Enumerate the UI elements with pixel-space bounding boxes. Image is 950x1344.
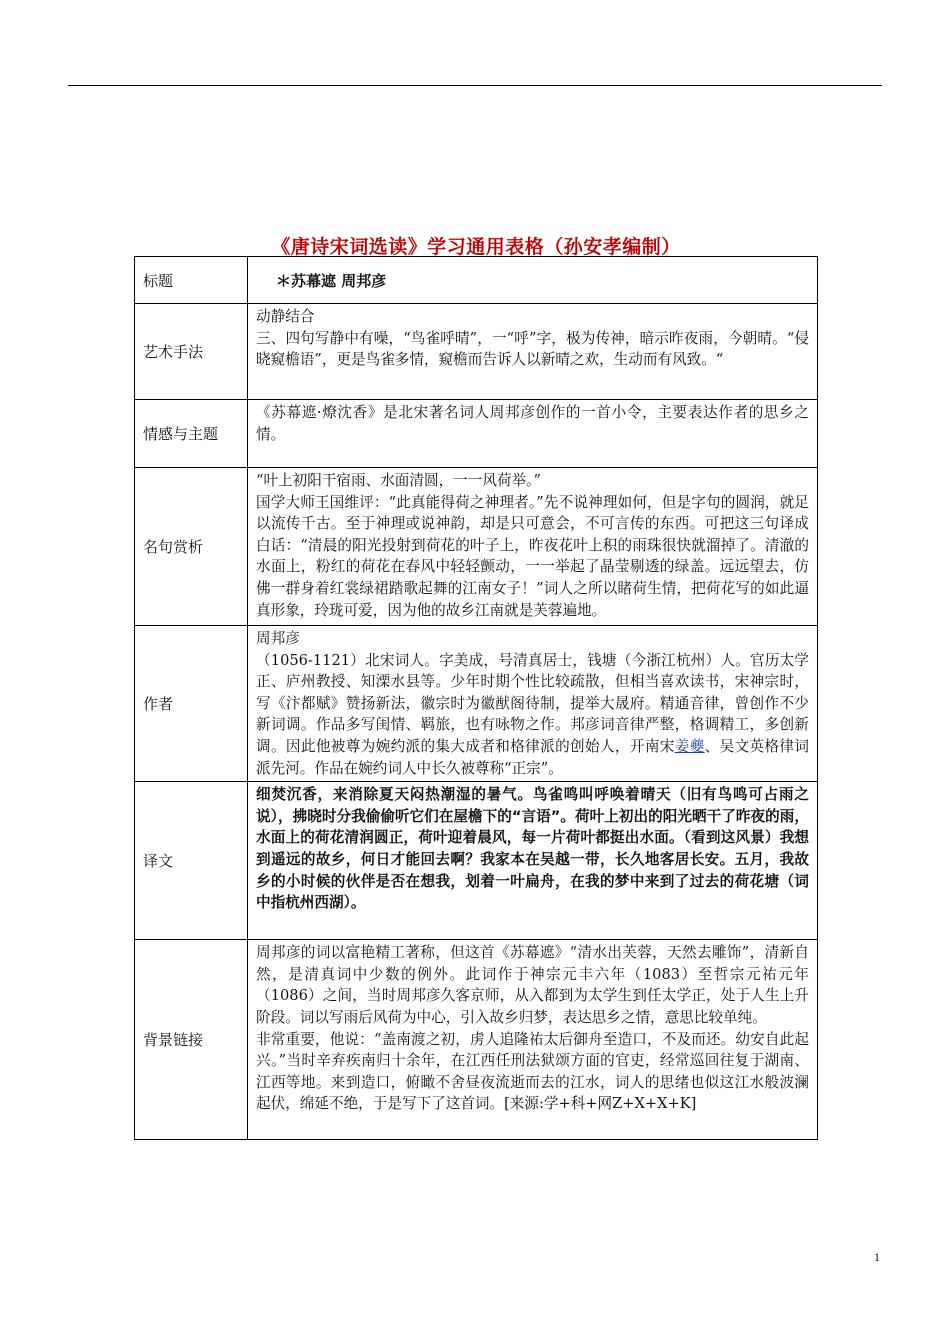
background-line: 周邦彦的词以富艳精工著称，但这首《苏幕遮》“清水出芙蓉，天然去雕饰”，清新自然，是清真词中少数的例外。此词作于神宗元丰六年（1083）至哲宗元祐元年（1086）之间，当时周邦彦久客京师，从入都到为太学生到任太学正，处于人生上升阶段。词以写雨后风荷为中心，引入故乡归梦，表达思乡之情，意思比较单纯。 bbox=[256, 944, 809, 1026]
quote-line: 国学大师王国维评：“此真能得荷之神理者。”先不说神理如何，但是字句的圆润，就足以流传千古。至于神理或说神韵，却是只可意会，不可言传的东西。可把这三句译成白话：“清晨的阳光投射到荷花的叶子上，昨夜花叶上积的雨珠很快就溜掉了。清澈的水面上，粉红的荷花在春风中轻轻颤动，一一举起了晶莹剔透的绿盖。远远望去，仿佛一群身着红裳绿裙踏歌起舞的江南女子！”词人之所以睹荷生情，把荷花写的如此逼真形象，玲珑可爱，因为他的故乡江南就是芙蓉遍地。 bbox=[256, 493, 809, 619]
study-table bbox=[134, 256, 818, 1140]
label-theme: 情感与主题 bbox=[135, 400, 248, 468]
label-background: 背景链接 bbox=[135, 940, 248, 1140]
row-technique bbox=[135, 304, 818, 400]
label-quote: 名句赏析 bbox=[135, 468, 248, 626]
row-background bbox=[135, 940, 818, 1140]
technique-line: 动静结合 bbox=[256, 308, 315, 325]
technique-line: 三、四句写静中有噪，“鸟雀呼晴”，一“呼”字，极为传神，暗示昨夜雨，今朝晴。“侵晓窥檐语”，更是鸟雀多情，窥檐而告诉人以新晴之欢，生动而有风致。“ bbox=[256, 329, 809, 369]
row-translation bbox=[135, 782, 818, 940]
quote-content bbox=[248, 468, 818, 626]
theme-content: 《苏幕遮·燎沈香》是北宋著名词人周邦彦创作的一首小令，主要表达作者的思乡之情。 bbox=[248, 400, 818, 468]
technique-content bbox=[248, 304, 818, 400]
document-title: 《唐诗宋词选读》学习通用表格（孙安孝编制） bbox=[271, 236, 681, 258]
label-author: 作者 bbox=[135, 626, 248, 782]
header-rule bbox=[68, 85, 882, 86]
background-content bbox=[248, 940, 818, 1140]
poem-title: ＊苏幕遮 周邦彦 bbox=[248, 257, 818, 304]
row-author bbox=[135, 626, 818, 782]
jiang-kui-link[interactable]: 姜夔 bbox=[674, 737, 705, 755]
page-number: 1 bbox=[874, 1250, 880, 1264]
label-title: 标题 bbox=[135, 257, 248, 304]
label-technique: 艺术手法 bbox=[135, 304, 248, 400]
background-line: 非常重要，他说：“盖南渡之初，虏人追隆祐太后御舟至造口，不及而还。幼安自此起兴。”当时辛弃疾南归十余年，在江西任刑法狱颂方面的官吏，经常巡回往复于湖南、江西等地。来到造口，俯瞰不舍昼夜流逝而去的江水，词人的思绪也似这江水般波澜起伏，绵延不绝，于是写下了这首词。[来源:学+科+网Z+X+X+K] bbox=[256, 1030, 809, 1113]
row-quote bbox=[135, 468, 818, 626]
quote-line: “叶上初阳干宿雨、水面清圆，一一风荷举。” bbox=[256, 472, 541, 489]
row-title bbox=[135, 257, 818, 304]
row-theme bbox=[135, 400, 818, 468]
author-bio-text: （1056-1121）北宋词人。字美成，号清真居士，钱塘（今浙江杭州）人。官历太学正、庐州教授、知溧水县等。少年时期个性比较疏散，但相当喜欢读书，宋神宗时，写《汴都赋》赞扬新法，徽宗时为徽猷阁待制，提举大晟府。精通音律，曾创作不少新词调。作品多写闺情、羁旅，也有咏物之作。邦彦词音律严整，格调精工，多创新调。因此他被尊为婉约派的集大成者和格律派的创始人，开南宋 bbox=[256, 651, 809, 755]
author-name: 周邦彦 bbox=[256, 630, 300, 647]
author-bio-tail: 、吴文英格律词派先河。作品在婉约词人中长久被尊称“正宗”。 bbox=[256, 737, 809, 777]
translation-content: 细焚沉香，来消除夏天闷热潮湿的暑气。鸟雀鸣叫呼唤着晴天（旧有鸟鸣可占雨之说），拂晓时分我偷偷听它们在屋檐下的“言语”。荷叶上初出的阳光晒干了昨夜的雨，水面上的荷花清润圆正，荷叶迎着晨风，每一片荷叶都挺出水面。（看到这风景）我想到遥远的故乡，何日才能回去啊？我家本在吴越一带，长久地客居长安。五月，我故乡的小时候的伙伴是否在想我，划着一叶扁舟，在我的梦中来到了过去的荷花塘（词中指杭州西湖）。 bbox=[248, 782, 818, 940]
label-translation: 译文 bbox=[135, 782, 248, 940]
author-bio bbox=[256, 650, 809, 780]
author-content bbox=[248, 626, 818, 782]
